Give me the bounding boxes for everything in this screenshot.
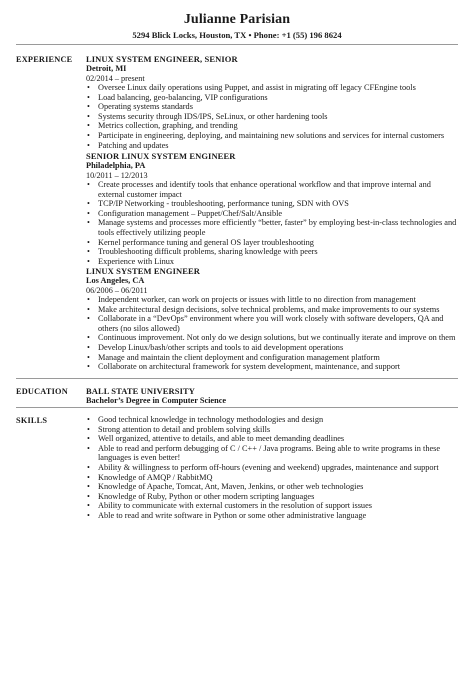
job-bullets (86, 83, 458, 150)
list-item: • Ability & willingness to perform off-hours (evening and weekend) upgrades, maintenance and support (87, 462, 439, 472)
list-item: • Strong attention to detail and problem solving skills (87, 424, 271, 434)
degree: Bachelor’s Degree in Computer Science (86, 396, 227, 405)
list-item: • Experience with Linux (87, 256, 175, 266)
education-heading: EDUCATION (16, 387, 68, 396)
job-title: LINUX SYSTEM ENGINEER (86, 266, 201, 276)
skills-list (86, 415, 458, 521)
job-title: SENIOR LINUX SYSTEM ENGINEER (86, 151, 236, 161)
job-2 (86, 151, 458, 266)
list-item: • Collaborate on architectural framework for system development, maintenance, and support (87, 362, 401, 372)
job-3 (86, 266, 458, 372)
job-title: LINUX SYSTEM ENGINEER, SENIOR (86, 54, 238, 64)
list-item: • Manage systems and processes more efficiently “better, faster” by employing best-in-class technologies and tools effectively utilizing people (87, 218, 457, 237)
list-item: • Create processes and identify tools that enhance operational workflow and that improve internal and external customer impact (87, 180, 431, 199)
list-item: • Knowledge of Apache, Tomcat, Ant, Maven, Jenkins, or other web technologies (87, 482, 364, 492)
list-item: • Well organized, attentive to details, and able to meet demanding deadlines (87, 434, 345, 444)
contact-line: 5294 Blick Locks, Houston, TX • Phone: +1 (55) 196 8624 (132, 30, 342, 40)
skills-heading: SKILLS (16, 416, 48, 425)
list-item: • Operating systems standards (87, 102, 193, 112)
list-item: • Knowledge of AMQP / RabbitMQ (87, 472, 213, 482)
job-1 (86, 54, 458, 150)
list-item: • TCP/IP Networking - troubleshooting, performance tuning, SDN with OVS (87, 199, 349, 209)
job-location: Los Angeles, CA (86, 276, 145, 285)
list-item: • Oversee Linux daily operations using Puppet, and assist in migrating off legacy CFEngine tools (87, 83, 416, 92)
list-item: • Patching and updates (87, 140, 169, 150)
list-item: • Good technical knowledge in technology methodologies and design (87, 415, 324, 424)
list-item: • Systems security through IDS/IPS, SeLinux, or other hardening tools (87, 111, 328, 121)
skills-list-block (86, 415, 458, 521)
candidate-name: Julianne Parisian (183, 12, 291, 27)
school-name: BALL STATE UNIVERSITY (86, 386, 196, 396)
job-dates: 06/2006 – 06/2011 (86, 285, 148, 295)
experience-heading: EXPERIENCE (16, 55, 73, 64)
job-bullets (86, 180, 458, 266)
education-divider (16, 378, 458, 379)
list-item: • Continuous improvement. Not only do we design solutions, but we continually iterate and improve on them (87, 333, 456, 343)
job-location: Detroit, MI (86, 64, 127, 73)
list-item: • Able to read and perform debugging of C / C++ / Java programs. Being able to write programs in these languages is even better! (87, 443, 441, 463)
list-item: • Participate in engineering, deploying, and maintaining new solutions and services for internal customers (87, 130, 445, 140)
list-item: • Collaborate in a “DevOps” environment where you will work closely with software developers, QA and others (no silos allowed) (87, 314, 444, 333)
list-item: • Develop Linux/bash/other scripts and tools to aid development operations (87, 342, 344, 352)
list-item: • Knowledge of Ruby, Python or other modern scripting languages (87, 491, 315, 501)
header-divider (16, 44, 458, 45)
job-location: Philadelphia, PA (86, 161, 146, 170)
list-item: • Kernel performance tuning and general OS layer troubleshooting (87, 237, 314, 247)
skills-divider (16, 407, 458, 408)
list-item: • Configuration management – Puppet/Chef/Salt/Ansible (87, 208, 283, 218)
list-item: • Manage and maintain the client deployment and configuration management platform (87, 352, 380, 362)
job-dates: 10/2011 – 12/2013 (86, 170, 148, 180)
job-bullets (86, 295, 458, 372)
list-item: • Able to read and write software in Python or some other administrative language (87, 510, 367, 520)
list-item: • Ability to communicate with external customers in the resolution of support issues (87, 501, 372, 511)
list-item: • Independent worker, can work on projects or issues with little to no direction from management (87, 295, 416, 304)
list-item: • Troubleshooting difficult problems, sharing knowledge with peers (87, 247, 318, 257)
list-item: • Make architectural design decisions, solve technical problems, and make improvements to our systems (87, 304, 440, 314)
education-entry (86, 386, 458, 406)
list-item: • Metrics collection, graphing, and trending (87, 121, 238, 131)
job-dates: 02/2014 – present (86, 73, 145, 83)
list-item: • Load balancing, geo-balancing, VIP configurations (87, 92, 268, 102)
